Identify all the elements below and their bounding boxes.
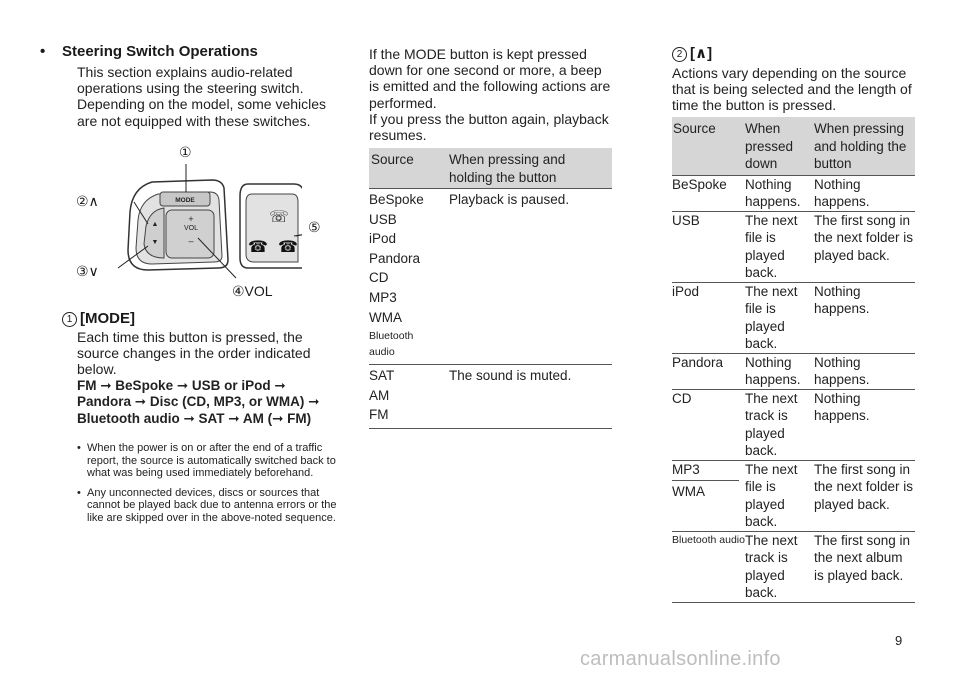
table-cell-sources (369, 189, 449, 365)
note-item: • When the power is on or after the end of a traffic report, the source is automatically switched back to what was being used immediately beforehand. (77, 442, 339, 480)
table-cell-action: Playback is paused. (449, 189, 612, 365)
table-header: Source (672, 117, 745, 175)
table-cell-holding: Nothing happens. (814, 175, 915, 211)
table-cell-source (672, 460, 745, 531)
up-button-table (672, 117, 915, 603)
table-cell-pressed: Nothing happens. (745, 175, 814, 211)
table-cell-source: Bluetooth audio (672, 531, 745, 602)
mode-sequence: FM ➞ BeSpoke ➞ USB or iPod ➞ Pandora ➞ Disc (CD, MP3, or WMA) ➞ Bluetooth audio ➞ SAT ➞ AM (➞ FM) (77, 377, 320, 426)
table-cell-source: BeSpoke (672, 175, 745, 211)
table-cell-action: The sound is muted. (449, 365, 612, 429)
source-name: USB (369, 211, 397, 227)
table-cell-source: CD (672, 389, 745, 460)
table-row (672, 460, 915, 531)
svg-text:☎: ☎ (248, 239, 268, 256)
up-heading (672, 44, 712, 62)
table-cell-holding: Nothing happens. (814, 282, 915, 353)
watermark: carmanualsonline.info (580, 648, 781, 670)
source-name: MP3 (672, 461, 739, 482)
table-row (369, 365, 612, 429)
steering-switch-diagram (72, 140, 321, 305)
source-name: WMA (369, 309, 402, 325)
source-name: AM (369, 387, 390, 403)
table-cell-sources (369, 365, 449, 429)
table-cell-holding: The first song in the next folder is played back. (814, 460, 915, 531)
callout-3: ③∨ (76, 263, 99, 279)
svg-text:▲: ▲ (151, 221, 159, 228)
svg-text:–: – (188, 236, 194, 246)
table-row (672, 211, 915, 282)
table-header: When pressing and holding the button (814, 117, 915, 175)
table-cell-pressed: The next track is played back. (745, 531, 814, 602)
table-cell-holding: The first song in the next folder is played back. (814, 211, 915, 282)
table-cell-pressed: The next file is played back. (745, 282, 814, 353)
mode-heading (62, 310, 135, 327)
source-name: CD (369, 270, 389, 286)
callout-4: ④VOL (232, 283, 273, 299)
svg-text:VOL: VOL (183, 225, 199, 232)
table-cell-source: USB (672, 211, 745, 282)
table-row (672, 175, 915, 211)
table-header-row (672, 117, 915, 175)
table-cell-pressed: The next file is played back. (745, 460, 814, 531)
table-header: Source (369, 148, 449, 189)
source-name: FM (369, 407, 389, 423)
mode-description (77, 329, 332, 427)
source-name: WMA (672, 484, 705, 499)
table-header: When pressing and holding the button (449, 148, 612, 189)
steering-switch-illustration (72, 140, 302, 305)
table-row (672, 282, 915, 353)
up-number: 2 (672, 47, 687, 62)
table-cell-pressed: Nothing happens. (745, 353, 814, 389)
table-header-row (369, 148, 612, 189)
up-title: [∧] (690, 45, 713, 62)
table-cell-pressed: The next file is played back. (745, 211, 814, 282)
callout-2: ②∧ (76, 193, 99, 209)
mode-hold-table (369, 148, 612, 429)
source-name: BeSpoke (369, 192, 424, 207)
table-cell-pressed: The next track is played back. (745, 389, 814, 460)
mode-number: 1 (62, 312, 77, 327)
table-cell-source: iPod (672, 282, 745, 353)
callout-1: ① (179, 144, 192, 160)
svg-text:☎: ☎ (278, 239, 298, 256)
table-cell-source: Pandora (672, 353, 745, 389)
source-name: Pandora (369, 250, 421, 266)
callout-5: ⑤ (308, 219, 321, 235)
table-row (672, 531, 915, 602)
section-title-text: Steering Switch Operations (62, 43, 258, 60)
section-title (40, 43, 258, 60)
section-intro: This section explains audio-related operations using the steering switch. Depending on the model, some vehicles are not equipped with these switches. (77, 64, 327, 129)
mode-title: [MODE] (80, 310, 135, 327)
table-row (672, 353, 915, 389)
table-row (672, 389, 915, 460)
mode-body-text: Each time this button is pressed, the source changes in the order indicated below. (77, 329, 311, 378)
svg-text:☏: ☏ (268, 209, 290, 226)
svg-text:MODE: MODE (175, 197, 195, 204)
source-name: iPod (369, 231, 397, 247)
table-cell-holding: The first song in the next album is played back. (814, 531, 915, 602)
svg-text:+: + (188, 214, 194, 224)
svg-text:▼: ▼ (151, 239, 159, 246)
source-name: Bluetooth audio (369, 330, 414, 359)
source-name: SAT (369, 368, 395, 384)
page-number: 9 (895, 633, 903, 648)
section-bullet: • (40, 43, 46, 60)
mode-notes (77, 442, 339, 531)
table-cell-holding: Nothing happens. (814, 389, 915, 460)
table-cell-holding: Nothing happens. (814, 353, 915, 389)
source-name: MP3 (369, 289, 397, 305)
mode-hold-intro: If the MODE button is kept pressed down for one second or more, a beep is emitted and the following actions are performed. If you press the button again, playback resumes. (369, 46, 611, 144)
table-row (369, 189, 612, 365)
up-intro: Actions vary depending on the source that is being selected and the length of time the button is pressed. (672, 65, 912, 114)
note-item: • Any unconnected devices, discs or sources that cannot be played back due to antenna errors or the like are skipped over in the above-noted sequence. (77, 487, 339, 525)
table-header: When pressed down (745, 117, 814, 175)
